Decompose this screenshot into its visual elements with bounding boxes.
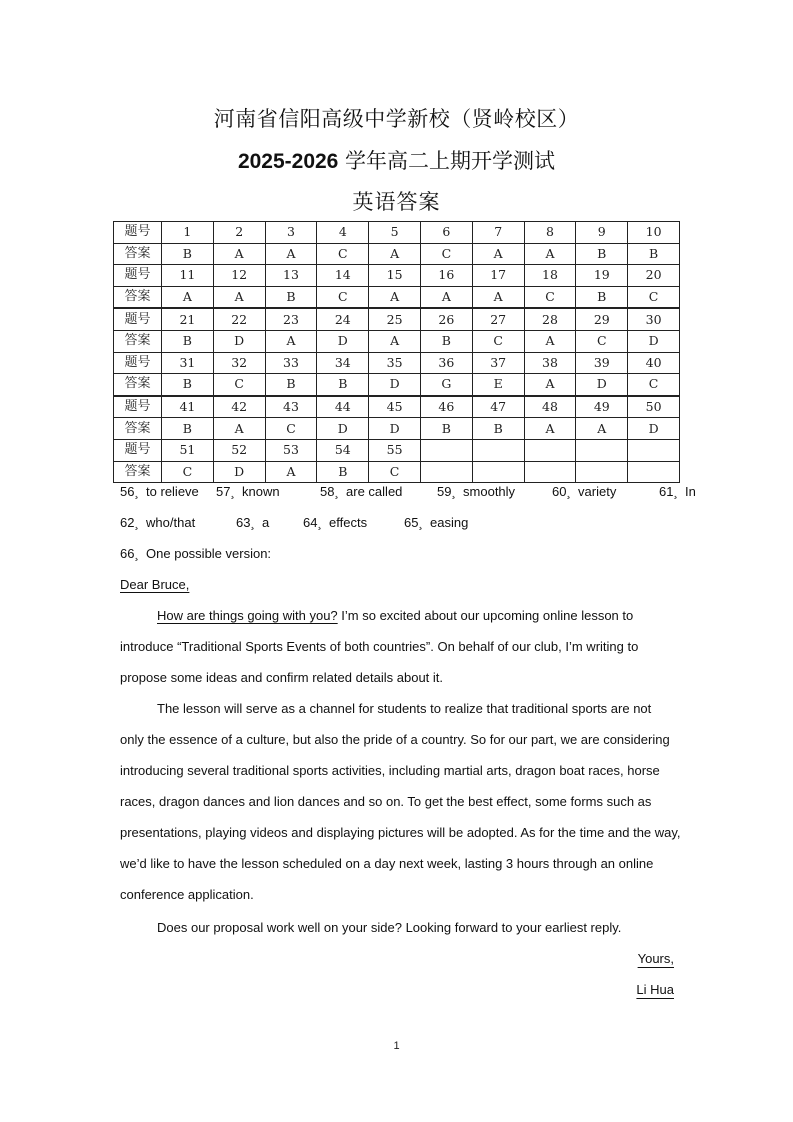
question-number-cell: 36 [420,352,472,374]
fill-in-number: 58 [320,484,335,499]
fill-in-answer [320,484,402,499]
question-number-cell: 33 [265,352,317,374]
answer-cell: A [213,418,265,440]
question-number-cell: 40 [628,352,680,374]
answer-label-cell: 答案 [114,418,162,440]
paragraph-2-line: only the essence of a culture, but also the pride of a country. So for our part, we are considering [120,732,670,747]
answer-cell: A [265,330,317,352]
paragraph-2-line: The lesson will serve as a channel for students to realize that traditional sports are not [157,701,652,716]
question-number-cell: 24 [317,308,369,330]
paragraph-1-text: I’m so excited about our upcoming online lesson to [337,608,634,623]
school-title: 河南省信阳高级中学新校（贤岭校区） [213,107,580,131]
number-separator: ¸ [673,484,686,499]
answer-cell: A [524,243,576,265]
question-number-cell: 11 [162,265,214,287]
fill-in-text: easing [430,515,469,530]
fill-in-answer [236,515,269,530]
paragraph-1-line [120,608,633,623]
answer-cell: C [628,286,680,308]
fill-in-answer [120,484,199,499]
greeting-question: How are things going with you? [157,608,338,623]
question-number-cell: 54 [317,439,369,461]
question-number-cell [576,439,628,461]
number-separator: ¸ [317,515,330,530]
question-number-cell: 15 [369,265,421,287]
answer-cell: G [420,374,472,396]
fill-in-number: 63 [236,515,251,530]
answer-cell: D [317,330,369,352]
answer-cell [420,461,472,483]
question-number-cell: 55 [369,439,421,461]
paragraph-2-line: conference application. [120,887,254,902]
question-number-cell: 7 [472,222,524,244]
question-number-cell: 16 [420,265,472,287]
answer-cell: D [628,418,680,440]
paragraph-3-line: Does our proposal work well on your side? Looking forward to your earliest reply. [157,920,622,935]
fill-in-answer [552,484,616,499]
question-number-cell: 34 [317,352,369,374]
answer-cell: C [524,286,576,308]
answer-cell: A [369,286,421,308]
answer-row [114,374,680,396]
question-number-cell [472,439,524,461]
question-number-cell: 5 [369,222,421,244]
fill-in-text: a [262,515,270,530]
question-number-row [114,308,680,330]
answer-cell [524,461,576,483]
answer-cell: C [265,418,317,440]
paragraph-1-line: propose some ideas and confirm related details about it. [120,670,444,685]
fill-in-answer [120,515,195,530]
question-number-cell: 23 [265,308,317,330]
writing-heading [120,546,271,561]
answer-cell: C [162,461,214,483]
question-number-cell: 53 [265,439,317,461]
question-number-cell: 42 [213,396,265,418]
salutation: Dear Bruce, [120,577,190,592]
answer-cell: B [420,330,472,352]
question-number-cell: 45 [369,396,421,418]
answer-cell: A [420,286,472,308]
answer-cell: A [472,243,524,265]
question-number-cell: 27 [472,308,524,330]
answer-cell: B [162,418,214,440]
question-label-cell: 题号 [114,439,162,461]
question-number-row [114,439,680,461]
fill-in-text: who/that [146,515,196,530]
answer-cell: B [162,243,214,265]
subject-title: 英语答案 [352,190,441,214]
question-number-row [114,396,680,418]
answer-row [114,243,680,265]
fill-in-number: 62 [120,515,135,530]
paragraph-2-line: presentations, playing videos and displaying pictures will be adopted. As for the time and the way, [120,825,681,840]
answer-cell: B [162,374,214,396]
question-number-row [114,222,680,244]
question-label-cell: 题号 [114,308,162,330]
answer-cell: C [420,243,472,265]
fill-in-number: 57 [216,484,231,499]
fill-in-text: to relieve [146,484,199,499]
question-number-cell: 21 [162,308,214,330]
question-number-cell: 52 [213,439,265,461]
question-number-cell: 20 [628,265,680,287]
question-number-cell: 38 [524,352,576,374]
fill-in-number: 65 [404,515,419,530]
question-number-cell: 43 [265,396,317,418]
exam-title [0,145,793,175]
answer-cell: B [265,286,317,308]
question-number-cell: 17 [472,265,524,287]
question-number-cell: 19 [576,265,628,287]
question-label-cell: 题号 [114,222,162,244]
answer-cell: D [213,461,265,483]
fill-in-answer [404,515,468,530]
fill-in-number: 61 [659,484,674,499]
question-number-cell: 31 [162,352,214,374]
answer-cell [576,461,628,483]
question-number-cell: 26 [420,308,472,330]
answer-cell [628,461,680,483]
answer-cell: D [628,330,680,352]
fill-in-number: 59 [437,484,452,499]
number-separator: ¸ [134,546,147,561]
question-number-cell [420,439,472,461]
paragraph-2-line: races, dragon dances and lion dances and so on. To get the best effect, some forms such as [120,794,652,809]
fill-in-answer [216,484,280,499]
exam-name: 学年高二上期开学测试 [338,149,556,173]
question-number-cell: 44 [317,396,369,418]
question-number-cell [524,439,576,461]
answer-row [114,330,680,352]
question-number-cell: 4 [317,222,369,244]
question-number-cell: 29 [576,308,628,330]
answer-cell: A [576,418,628,440]
question-number-cell: 9 [576,222,628,244]
answer-label-cell: 答案 [114,286,162,308]
writing-heading-text: One possible version: [146,546,272,561]
answer-cell: C [628,374,680,396]
question-number-cell: 35 [369,352,421,374]
writing-question-number: 66 [120,546,135,561]
fill-in-text: variety [578,484,617,499]
question-number-cell: 25 [369,308,421,330]
question-number-cell: 22 [213,308,265,330]
question-number-row [114,265,680,287]
exam-year: 2025-2026 [237,150,339,173]
question-number-cell: 12 [213,265,265,287]
number-separator: ¸ [134,515,147,530]
answer-cell: C [472,330,524,352]
answer-cell: B [576,286,628,308]
number-separator: ¸ [451,484,464,499]
question-label-cell: 题号 [114,396,162,418]
fill-in-number: 56 [120,484,135,499]
question-number-cell: 8 [524,222,576,244]
answer-cell: C [369,461,421,483]
question-number-cell: 13 [265,265,317,287]
closing: Yours, [637,951,674,966]
question-label-cell: 题号 [114,352,162,374]
question-number-row [114,352,680,374]
fill-in-answer [437,484,515,499]
paragraph-2-line: we’d like to have the lesson scheduled on a day next week, lasting 3 hours through an online [120,856,654,871]
answer-cell: B [265,374,317,396]
fill-in-text: In [685,484,696,499]
answer-cell: E [472,374,524,396]
number-separator: ¸ [250,515,263,530]
answer-cell: B [628,243,680,265]
answer-cell: B [472,418,524,440]
answer-cell: D [317,418,369,440]
answer-cell: A [524,374,576,396]
question-number-cell: 32 [213,352,265,374]
question-number-cell: 10 [628,222,680,244]
number-separator: ¸ [418,515,431,530]
fill-in-number: 60 [552,484,567,499]
answer-cell: A [265,461,317,483]
fill-in-text: smoothly [463,484,516,499]
answer-cell: B [576,243,628,265]
answer-cell: A [213,286,265,308]
answer-cell: C [213,374,265,396]
answer-cell: D [576,374,628,396]
fill-in-answer [659,484,696,499]
question-number-cell: 39 [576,352,628,374]
number-separator: ¸ [566,484,579,499]
question-number-cell: 6 [420,222,472,244]
answer-cell: A [369,243,421,265]
answer-label-cell: 答案 [114,374,162,396]
question-number-cell: 51 [162,439,214,461]
paragraph-2-line: introducing several traditional sports activities, including martial arts, dragon boat races, horse [120,763,660,778]
fill-in-answer [303,515,367,530]
answer-cell: C [317,286,369,308]
fill-in-text: effects [329,515,368,530]
answer-cell: A [369,330,421,352]
answer-cell: B [317,461,369,483]
paragraph-1-line: introduce “Traditional Sports Events of both countries”. On behalf of our club, I’m writing to [120,639,639,654]
answer-cell: B [420,418,472,440]
answer-row [114,461,680,483]
answer-label-cell: 答案 [114,243,162,265]
question-number-cell: 37 [472,352,524,374]
page-number: 1 [393,1040,400,1052]
answer-cell: D [213,330,265,352]
question-number-cell: 48 [524,396,576,418]
answer-row [114,286,680,308]
answer-cell: D [369,418,421,440]
answer-cell: B [162,330,214,352]
answer-cell: C [576,330,628,352]
question-number-cell: 46 [420,396,472,418]
question-number-cell: 28 [524,308,576,330]
question-number-cell: 49 [576,396,628,418]
question-number-cell [628,439,680,461]
question-number-cell: 18 [524,265,576,287]
answer-cell: D [369,374,421,396]
answer-cell: A [524,418,576,440]
answer-cell: A [213,243,265,265]
question-number-cell: 14 [317,265,369,287]
question-label-cell: 题号 [114,265,162,287]
number-separator: ¸ [230,484,243,499]
answer-cell: A [265,243,317,265]
fill-in-number: 64 [303,515,318,530]
question-number-cell: 3 [265,222,317,244]
fill-in-text: are called [346,484,403,499]
fill-in-text: known [242,484,280,499]
answer-label-cell: 答案 [114,330,162,352]
answer-label-cell: 答案 [114,461,162,483]
question-number-cell: 41 [162,396,214,418]
question-number-cell: 1 [162,222,214,244]
answer-cell: A [162,286,214,308]
signature: Li Hua [636,982,674,997]
number-separator: ¸ [134,484,147,499]
answer-cell: B [317,374,369,396]
answer-cell: A [472,286,524,308]
answer-row [114,418,680,440]
question-number-cell: 47 [472,396,524,418]
question-number-cell: 30 [628,308,680,330]
number-separator: ¸ [334,484,347,499]
question-number-cell: 2 [213,222,265,244]
answer-cell [472,461,524,483]
answer-cell: A [524,330,576,352]
answer-cell: C [317,243,369,265]
question-number-cell: 50 [628,396,680,418]
answer-table [113,221,680,483]
